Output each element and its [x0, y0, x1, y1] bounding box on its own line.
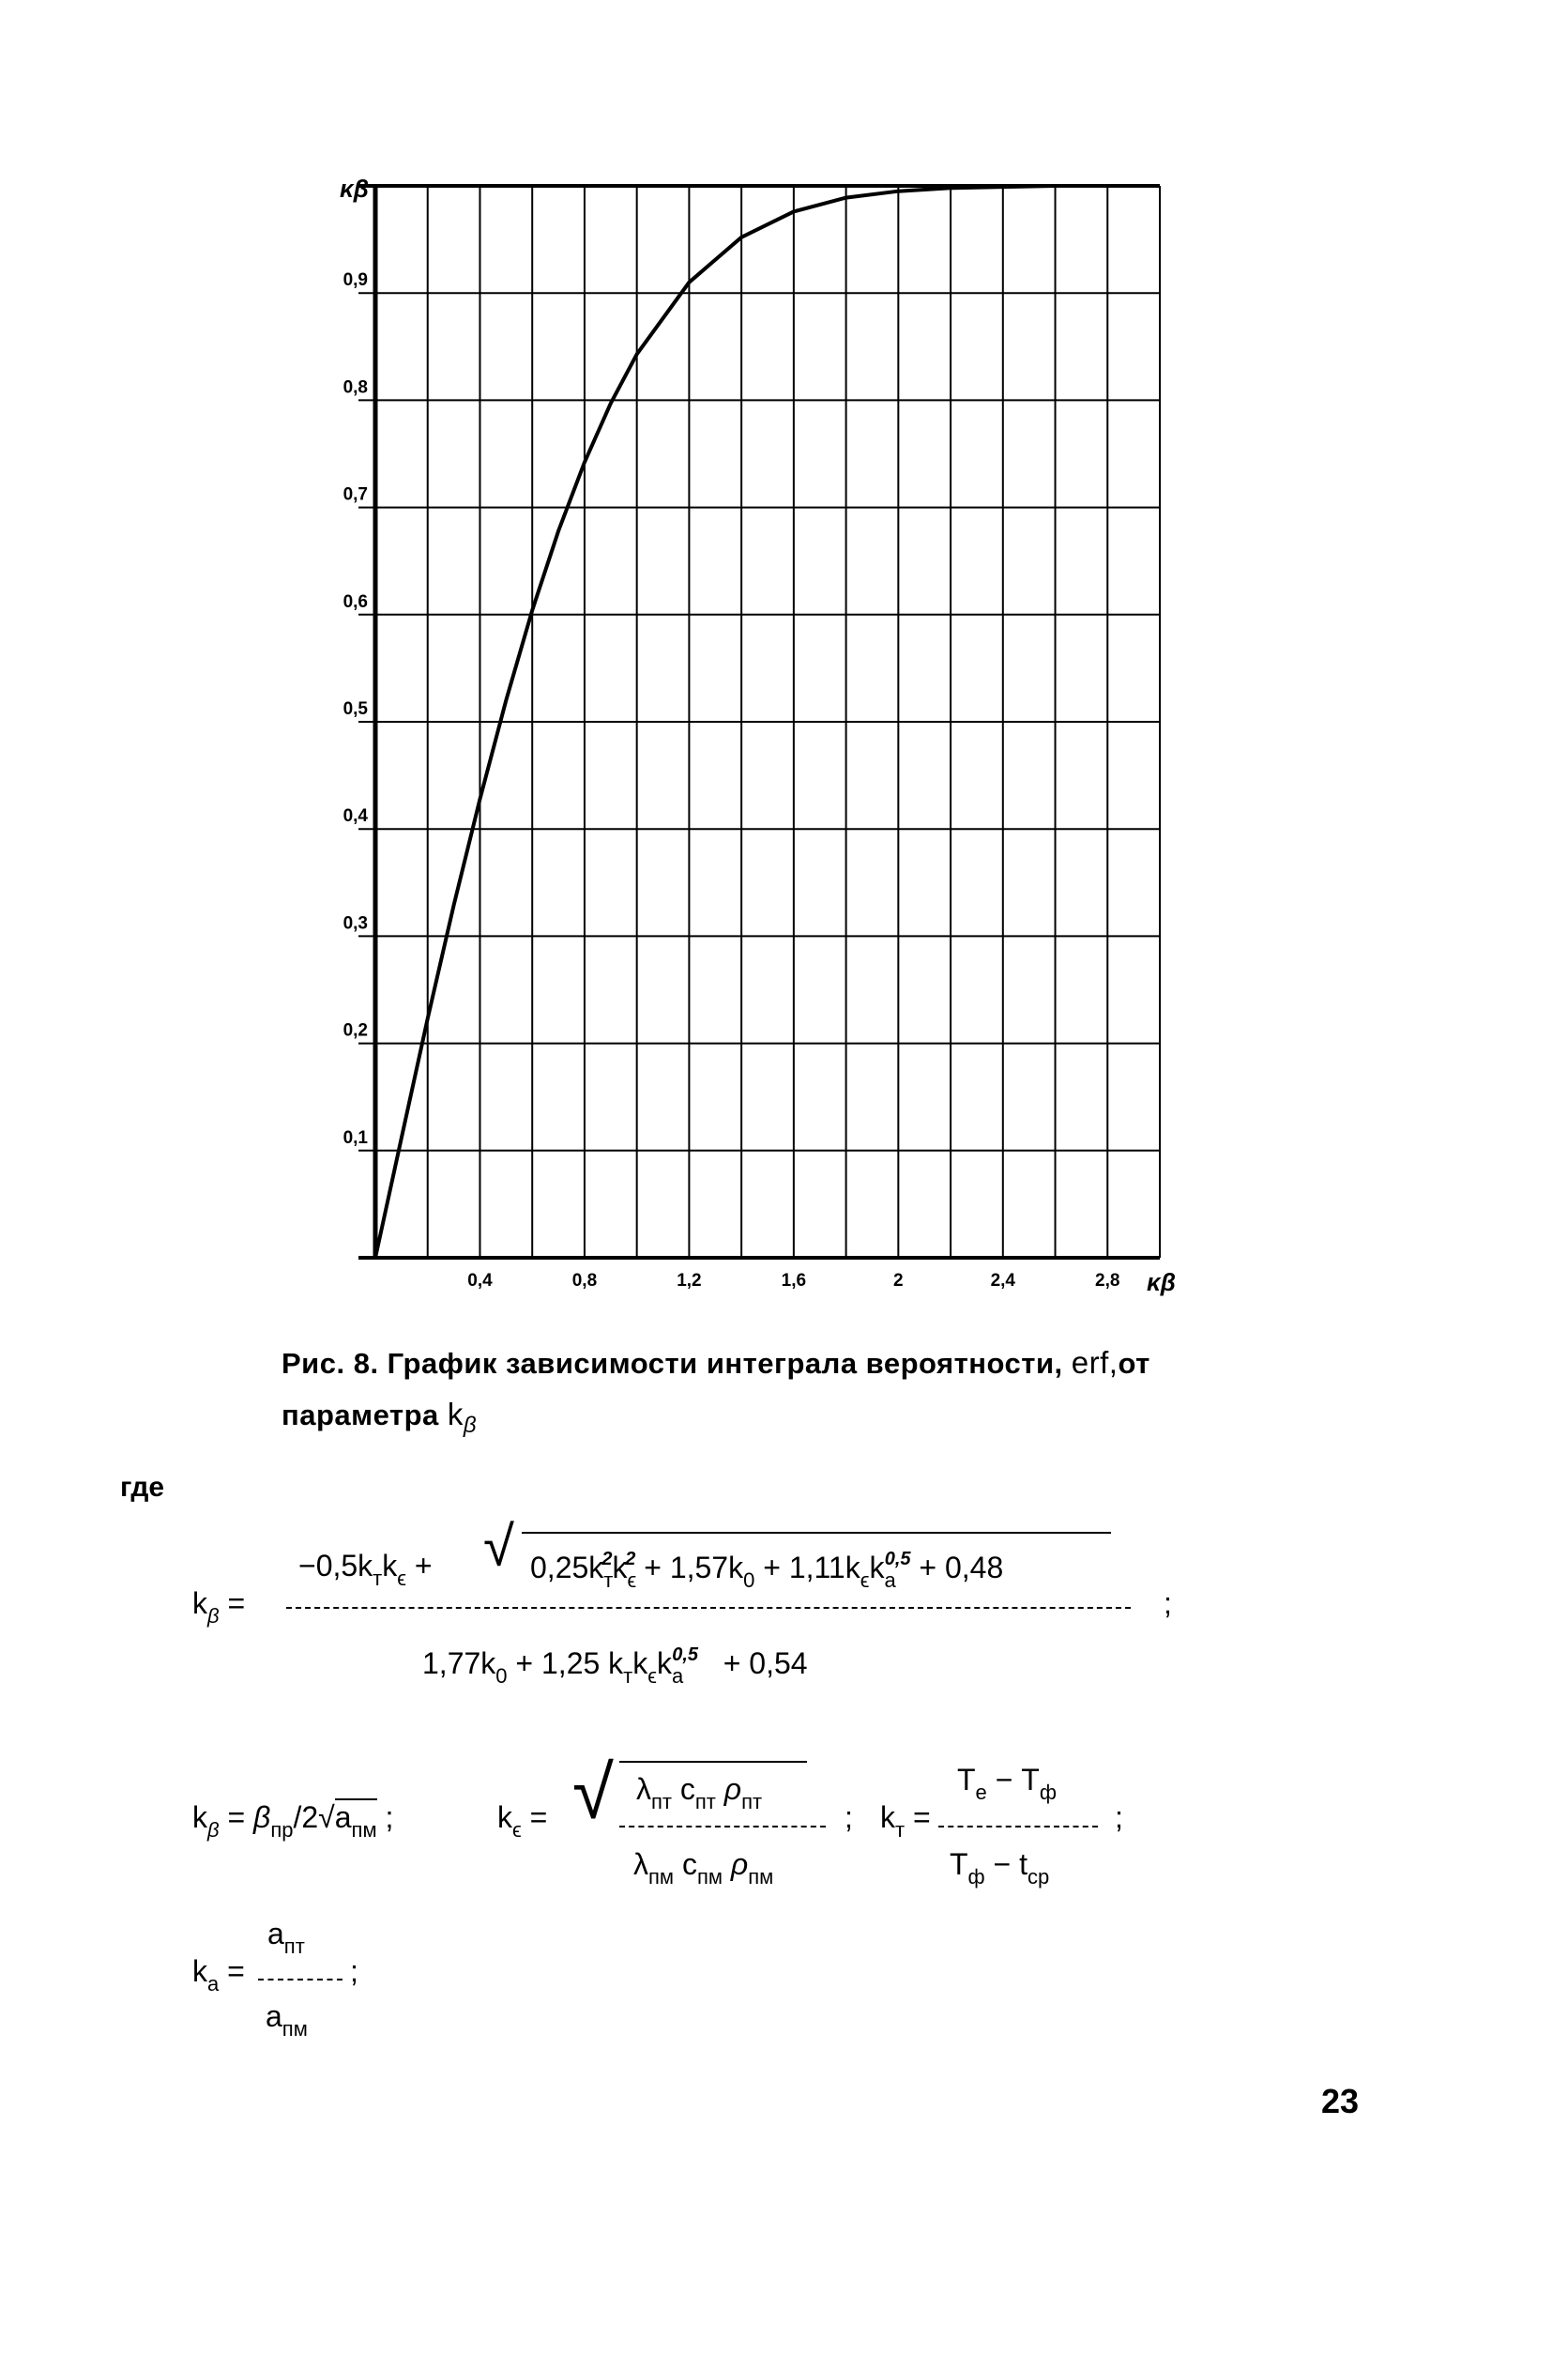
y-tick-label: 0,6	[343, 591, 368, 612]
formula-end-semicolon: ;	[1164, 1586, 1172, 1620]
ka-fraction-bar	[258, 1979, 343, 1980]
ke-sqrt-bar	[619, 1761, 807, 1763]
caption-line-2	[282, 1389, 1239, 1451]
x-tick-label: 1,2	[677, 1271, 702, 1291]
y-tick-label: 0,3	[343, 913, 368, 934]
caption-text: Рис. 8. График зависимости интеграла вероятности,	[282, 1347, 1072, 1380]
erf-chart	[319, 169, 1182, 1323]
main-fraction-bar	[286, 1607, 1131, 1609]
y-tick-label: 0,1	[343, 1127, 368, 1148]
kt-lhs: $k_т$ =	[880, 1800, 931, 1842]
kt-semicolon: ;	[1115, 1800, 1123, 1834]
caption-parameter: параметра	[282, 1399, 448, 1431]
caption-beta-subscript: β	[463, 1413, 478, 1438]
denominator: $1,77k_0 + 1,25$ $k_тk_\epsilon k_а^{0,5} + 0,54$	[422, 1644, 808, 1688]
x-tick-label: 2,4	[990, 1271, 1016, 1291]
ke-semicolon: ;	[845, 1800, 853, 1834]
chart-grid	[358, 186, 1160, 1258]
kb-definition: $k_\beta = \beta_{пр}/2√a_{пм}$ ;	[192, 1800, 394, 1842]
y-tick-label: 0,8	[343, 377, 368, 398]
kt-fraction-bar	[938, 1826, 1098, 1827]
ka-denominator: $a_{пм}$	[266, 1999, 308, 2041]
caption-ot: от	[1118, 1347, 1150, 1380]
figure-caption	[282, 1338, 1239, 1451]
kb-lhs: $k_\beta$ =	[192, 1586, 246, 1628]
sqrt-icon: √	[483, 1515, 514, 1578]
kt-denominator: $T_ф - t_{ср}$	[950, 1847, 1050, 1889]
x-tick-label: 2	[893, 1271, 904, 1291]
x-tick-label: 2,8	[1095, 1271, 1120, 1291]
caption-line-1	[282, 1338, 1239, 1389]
numerator-radicand: $0,25k_т^2k_\epsilon^2 + 1,57k_0 + 1,11k_\epsilon k_а^{0,5} + 0,48$	[530, 1549, 1004, 1592]
ka-numerator: $a_{пт}$	[267, 1917, 305, 1958]
where-label: где	[120, 1472, 165, 1503]
y-tick-label: 0,4	[343, 806, 368, 827]
ke-lhs: $k_\epsilon$ =	[497, 1800, 548, 1842]
y-tick-label: 0,2	[343, 1020, 368, 1041]
ke-numerator: $\lambda_{пт}$ $c_{пт}$ $\rho_{пт}$	[636, 1772, 763, 1813]
y-axis-label: κβ	[340, 175, 369, 203]
ka-semicolon: ;	[350, 1954, 358, 1988]
x-tick-label: 1,6	[781, 1271, 807, 1291]
y-tick-label: 0,5	[343, 699, 368, 719]
kt-numerator: $T_е - T_ф$	[957, 1763, 1057, 1804]
sqrt-bar	[522, 1532, 1111, 1534]
ka-lhs: $k_а$ =	[192, 1954, 245, 1996]
page-number: 23	[1321, 2082, 1360, 2120]
caption-erf: erf,	[1071, 1345, 1119, 1380]
ke-fraction-bar	[619, 1826, 826, 1827]
y-tick-label: 0,9	[343, 270, 368, 291]
ke-sqrt-icon: √	[572, 1751, 614, 1834]
caption-k-symbol: k	[447, 1397, 464, 1431]
y-tick-label: 0,7	[343, 484, 368, 505]
x-axis-label: κβ	[1147, 1268, 1176, 1296]
ke-denominator: $\lambda_{пм}$ $c_{пм}$ $\rho_{пм}$	[633, 1847, 774, 1889]
x-tick-label: 0,8	[571, 1271, 598, 1291]
x-tick-label: 0,4	[467, 1271, 493, 1291]
numerator-prefix: $-0,5k_тk_\epsilon$ +	[298, 1549, 433, 1590]
